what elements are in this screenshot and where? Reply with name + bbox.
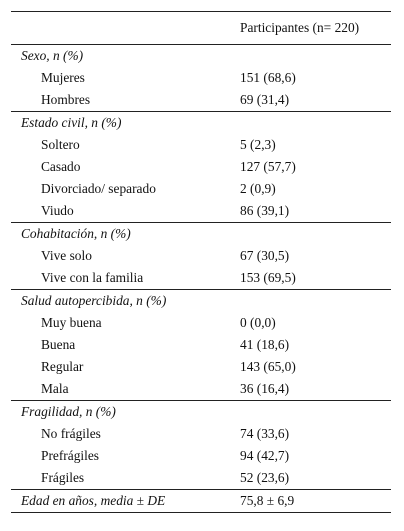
row-value: 0 (0,0) [240,315,276,330]
table-row [11,89,391,112]
row-label: Casado [41,159,81,174]
row-label: Frágiles [41,470,85,485]
row-value: 94 (42,7) [240,448,290,463]
table-row [11,67,391,89]
row-value: 86 (39,1) [240,203,290,218]
row-value: 143 (65,0) [240,359,296,374]
row-value: 67 (30,5) [240,248,290,263]
row-value: 153 (69,5) [240,270,296,285]
group-row-sexo [11,45,391,68]
table-row [11,378,391,401]
row-value: 2 (0,9) [240,181,276,196]
header-row [11,12,391,45]
header-cell-characteristic [11,12,229,45]
table-row [11,423,391,445]
row-label: Buena [41,337,76,352]
group-row-salud-autopercibida [11,290,391,313]
header-cell-participants: Participantes (n= 220) [229,12,391,45]
row-label: Hombres [41,92,91,107]
row-label: Soltero [41,137,80,152]
group-title: Cohabitación, n (%) [11,223,229,246]
summary-value: 75,8 ± 6,9 [229,490,391,513]
group-value [229,45,391,68]
group-title: Salud autopercibida, n (%) [11,290,229,313]
group-row-fragilidad [11,401,391,424]
row-value: 41 (18,6) [240,337,290,352]
group-value [229,290,391,313]
table-row [11,200,391,223]
table-body [11,45,391,513]
group-title: Sexo, n (%) [11,45,229,68]
row-value: 74 (33,6) [240,426,290,441]
row-label: Prefrágiles [41,448,100,463]
summary-label: Edad en años, media ± DE [11,490,229,513]
table-row [11,245,391,267]
table-row [11,467,391,490]
row-label: No frágiles [41,426,101,441]
row-value: 151 (68,6) [240,70,296,85]
group-title: Fragilidad, n (%) [11,401,229,424]
row-label: Vive solo [41,248,92,263]
row-value: 36 (16,4) [240,381,290,396]
row-label: Mala [41,381,69,396]
group-title: Estado civil, n (%) [11,112,229,135]
row-label: Viudo [41,203,74,218]
row-label: Vive con la familia [41,270,144,285]
row-label: Muy buena [41,315,102,330]
group-row-cohabitacion [11,223,391,246]
row-value: 52 (23,6) [240,470,290,485]
summary-row-edad [11,490,391,513]
table-row [11,156,391,178]
table-header [11,12,391,45]
row-value: 5 (2,3) [240,137,276,152]
table-row [11,178,391,200]
group-row-estado-civil [11,112,391,135]
group-value [229,401,391,424]
group-value [229,112,391,135]
row-value: 69 (31,4) [240,92,290,107]
table-row [11,134,391,156]
table-row [11,267,391,290]
group-value [229,223,391,246]
row-label: Mujeres [41,70,85,85]
row-label: Regular [41,359,84,374]
row-label: Divorciado/ separado [41,181,156,196]
table-row [11,356,391,378]
table-row [11,312,391,334]
table-row [11,334,391,356]
participants-table [11,11,391,513]
table-row [11,445,391,467]
row-value: 127 (57,7) [240,159,296,174]
